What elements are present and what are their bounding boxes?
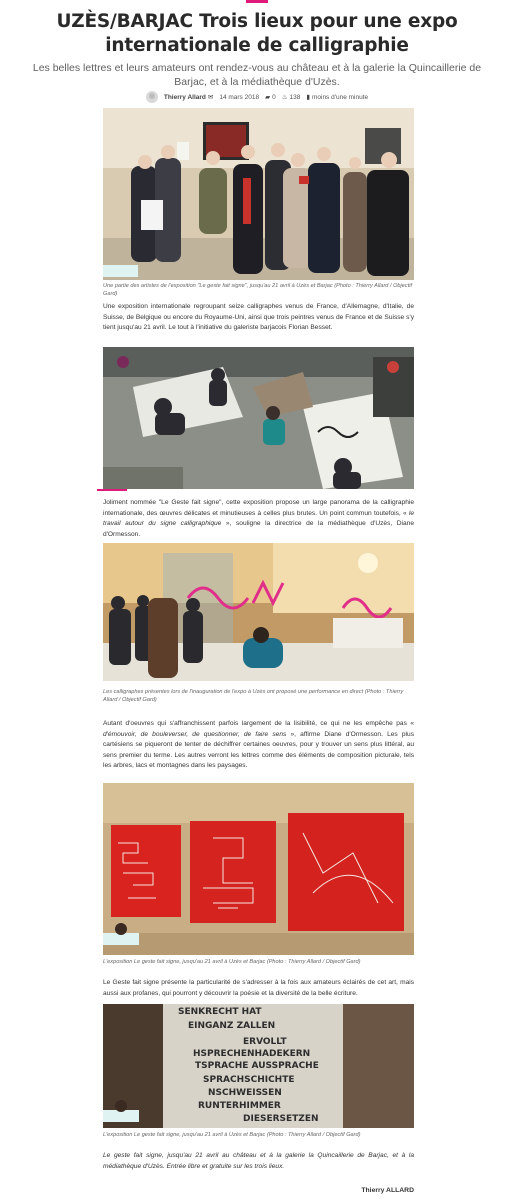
author-name[interactable]: Thierry Allard [163,93,206,101]
photo-calligraphy-wall[interactable] [103,1004,414,1128]
caption-photo-3: Les calligraphes présentes lors de l'inauguration de l'expo à Uzès ont proposé une performance en direct (Photo : Thierry Allard / Objectif Gard) [103,689,404,703]
comments-count-text: 0 [272,93,276,101]
wall-text-line-8: RUNTERHIMMER [198,1101,281,1111]
views-count [282,93,301,101]
photo-live-performance[interactable] [103,543,414,681]
paragraph-5: Le geste fait signe, jusqu'au 21 avril au château et à la galerie la Quincaillerie de Barjac, et à la médiathèque d'Uzès. Entrée libre et gratuite sur les trois lieux. [103,1152,414,1170]
author-avatar[interactable] [146,91,158,103]
reading-time-text: moins d'une minute [311,93,369,101]
accent-underline [97,489,127,491]
wall-text-line-2: EINGANZ ZALLEN [188,1021,276,1031]
wall-text-line-6: SPRACHSCHICHTE [203,1075,295,1085]
comment-icon: ▰ [265,94,271,101]
caption-photo-4: L'exposition Le geste fait signe, jusqu'au 21 avril à Uzès et Barjac (Photo : Thierry Allard / Objectif Gard) [103,959,361,965]
paragraph-2-quote: le travail autour du signe calligraphique [103,509,414,527]
reading-time [306,93,368,101]
wall-text-line-3: ERVOLLT [243,1037,287,1047]
caption-photo-1: Une partie des artistes de l'exposition "Le geste fait signe", jusqu'au 21 avril à Uzès et Barjac (Photo : Thierry Allard / Objectif Gard) [103,283,413,297]
header-accent-tick [246,0,268,3]
paragraph-1: Une exposition internationale regroupant seize calligraphes venus de France, d'Allemagne, d'Italie, de Suisse, de Belgique ou encore du Royaume-Uni, ainsi que trois peintres venus de France et de Suisse s'y tient jusqu'au 21 avril. Le tout à l'initiative du galeriste barjacois Florian Besset. [103,303,414,331]
bookmark-icon: ▮ [306,94,310,101]
paragraph-4: Le Geste fait signe présente la particularité de s'adresser à la fois aux amateurs éclairés de cet art, mais aussi aux profanes, qui pourront y découvrir la poésie et la diversité de la belle écriture. [103,979,414,997]
envelope-icon[interactable]: ✉ [207,94,214,101]
publish-date [219,94,259,101]
caption-photo-5: L'exposition Le geste fait signe, jusqu'au 21 avril à Uzès et Barjac (Photo : Thierry Allard / Objectif Gard) [103,1132,361,1138]
wall-text-line-4: HSPRECHENHADEKERN [193,1049,311,1059]
paragraph-3-part-1: Autant d'oeuvres qui s'affranchissent parfois largement de la lisibilité, ce qui ne les empêche pas « [103,720,414,727]
comments-count[interactable] [265,93,276,101]
article-title: UZÈS/BARJAC Trois lieux pour une expo internationale de calligraphie [56,11,458,56]
photo-overhead-performance[interactable] [103,347,414,489]
paragraph-3-quote: d'émouvoir, de bouleverser, de questionner, de faire sens [103,730,287,738]
views-count-text: 138 [289,93,301,101]
author-link[interactable] [164,93,213,101]
paragraph-2-part-2: », souligne la directrice de la médiathèque d'Uzès, Diane d'Ormesson. [103,520,414,538]
publish-date-text: 14 mars 2018 [219,93,260,101]
paragraph-3-part-2: », affirme Diane d'Ormesson. Les plus cartésiens se piqueront de tenter de déchiffrer certaines oeuvres, pour y trouver un sens plus littéral, au sens premier du terme. Les autres verront les lettres comme des éléments de composition picturale, tels les arbres, lacs et montagnes dans les paysages. [103,730,414,769]
article-subtitle: Les belles lettres et leurs amateurs ont rendez-vous au château et à la galerie la Quincaillerie de Barjac, et à la médiathèque d'Uzès. [32,62,482,88]
paragraph-3 [103,719,414,772]
flame-icon: ♨ [281,94,288,101]
paragraph-2-part-1: Joliment nommée "Le Geste fait signe", cette exposition propose un large panorama de la calligraphie internationale, des œuvres délicates et minutieuses à celles plus brutes. Un point commun toutefois, « [103,499,414,517]
author-signature: Thierry ALLARD [361,1187,414,1194]
wall-text-line-7: NSCHWEISSEN [208,1088,282,1098]
paragraph-2 [103,498,414,540]
thumbnail-strip [103,265,138,277]
wall-text-line-9: DIESERSETZEN [243,1114,319,1124]
photo-red-canvases[interactable] [103,783,414,955]
wall-text-line-1: SENKRECHT HAT [178,1007,262,1017]
wall-text-line-5: TSPRACHE AUSSPRACHE [195,1061,319,1071]
photo-artists-group[interactable] [103,108,414,280]
article-meta [0,91,514,103]
